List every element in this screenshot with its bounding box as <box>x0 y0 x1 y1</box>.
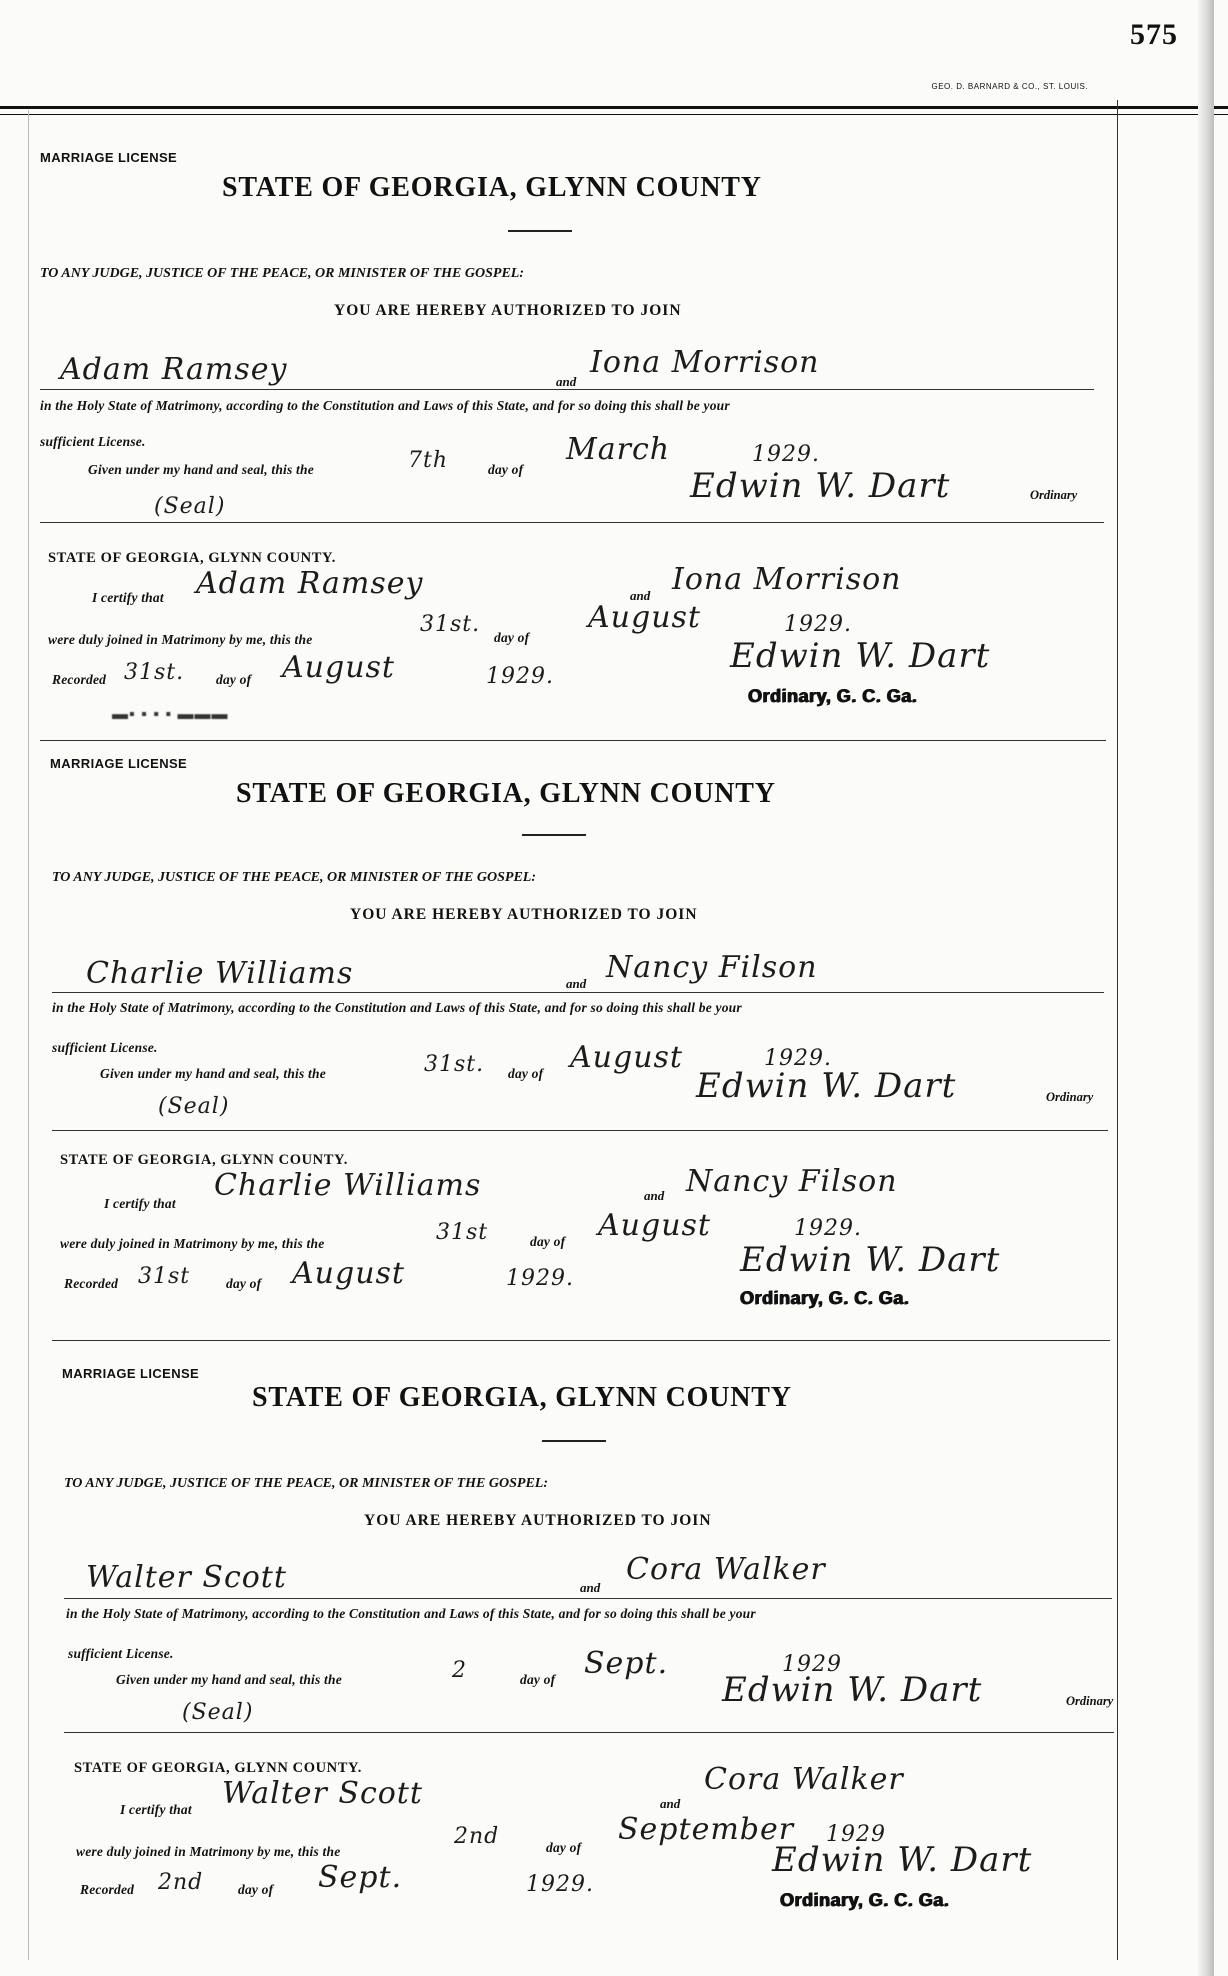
bride-name: Cora Walker <box>626 1552 826 1587</box>
cert-state-text: STATE OF GEORGIA, GLYNN COUNTY. <box>74 1760 362 1776</box>
authorized-to-join-text: YOU ARE HEREBY AUTHORIZED TO JOIN <box>334 302 682 319</box>
day-of-text: day of <box>508 1066 544 1081</box>
ordinary-signature: Edwin W. Dart <box>690 466 951 506</box>
marriage-license-label: MARRIAGE LICENSE <box>50 756 188 771</box>
married-month: August <box>598 1208 711 1243</box>
printer-mark: GEO. D. BARNARD & CO., ST. LOUIS. <box>931 82 1088 91</box>
license-day: 31st. <box>424 1052 485 1077</box>
married-year: 1929 <box>826 1822 886 1847</box>
recorded-day: 31st <box>138 1264 191 1289</box>
given-under-text: Given under my hand and seal, this the <box>100 1066 326 1081</box>
i-certify-text: I certify that <box>104 1196 176 1211</box>
page-number: 575 <box>1130 18 1178 51</box>
given-under-text: Given under my hand and seal, this the <box>88 462 314 477</box>
license-day: 7th <box>408 448 449 473</box>
ordinary-label: Ordinary <box>1030 488 1078 502</box>
holy-state-text: in the Holy State of Matrimony, according to the Constitution and Laws of this State, and for so doing this shall be your <box>66 1606 756 1621</box>
were-duly-joined-text: were duly joined in Matrimony by me, this the <box>48 632 313 647</box>
married-month: September <box>618 1812 795 1847</box>
recorded-year: 1929. <box>526 1872 594 1897</box>
left-margin-line <box>28 110 29 1960</box>
cert-bride-name: Nancy Filson <box>686 1164 898 1199</box>
married-day: 31st. <box>420 612 481 637</box>
cert-bride-name: Cora Walker <box>704 1762 904 1797</box>
ordinary-label: Ordinary <box>1046 1090 1094 1104</box>
married-year: 1929. <box>794 1216 862 1241</box>
day-of-text: day of <box>546 1840 582 1855</box>
recorded-year: 1929. <box>506 1266 574 1291</box>
married-year: 1929. <box>784 612 852 637</box>
recorded-text: Recorded <box>52 672 107 687</box>
holy-state-text: in the Holy State of Matrimony, according to the Constitution and Laws of this State, and for so doing this shall be your <box>52 1000 742 1015</box>
married-day: 31st <box>436 1220 489 1245</box>
to-any-judge-text: TO ANY JUDGE, JUSTICE OF THE PEACE, OR MINISTER OF THE GOSPEL: <box>52 870 536 885</box>
ordinary-signature: Edwin W. Dart <box>696 1066 957 1106</box>
ordinary-stamp: Ordinary, G. C. Ga. <box>748 686 918 706</box>
smudged-stamp: ▬▪ ▪ ▪ ▪ ▬▬▬ <box>112 706 229 723</box>
section-divider <box>52 1340 1110 1341</box>
and-text: and <box>630 588 651 603</box>
cert-state-text: STATE OF GEORGIA, GLYNN COUNTY. <box>60 1152 348 1168</box>
license-box-bottom <box>40 522 1104 523</box>
license-year: 1929 <box>782 1652 842 1677</box>
state-title: STATE OF GEORGIA, GLYNN COUNTY <box>236 778 776 809</box>
recorded-day: 2nd <box>158 1870 204 1895</box>
state-title: STATE OF GEORGIA, GLYNN COUNTY <box>252 1382 792 1413</box>
sufficient-license-text: sufficient License. <box>52 1040 158 1055</box>
title-rule <box>522 834 586 836</box>
seal-mark: (Seal) <box>158 1094 230 1119</box>
marriage-license-label: MARRIAGE LICENSE <box>62 1366 200 1381</box>
recorded-text: Recorded <box>80 1882 135 1897</box>
section-divider <box>40 740 1106 741</box>
marriage-license-label: MARRIAGE LICENSE <box>40 150 178 165</box>
were-duly-joined-text: were duly joined in Matrimony by me, this the <box>76 1844 341 1859</box>
ordinary-signature: Edwin W. Dart <box>722 1670 983 1710</box>
were-duly-joined-text: were duly joined in Matrimony by me, this the <box>60 1236 325 1251</box>
and-text: and <box>644 1188 665 1203</box>
day-of-text: day of <box>216 672 252 687</box>
seal-mark: (Seal) <box>182 1700 254 1725</box>
ordinary-stamp: Ordinary, G. C. Ga. <box>780 1890 950 1910</box>
holy-state-text: in the Holy State of Matrimony, according to the Constitution and Laws of this State, and for so doing this shall be your <box>40 398 730 413</box>
right-margin-line <box>1117 100 1118 1960</box>
groom-name: Walter Scott <box>86 1560 287 1595</box>
i-certify-text: I certify that <box>92 590 164 605</box>
day-of-text: day of <box>238 1882 274 1897</box>
top-rule <box>0 106 1228 109</box>
names-fill-line <box>40 389 1094 390</box>
license-year: 1929. <box>752 442 820 467</box>
day-of-text: day of <box>530 1234 566 1249</box>
recorded-year: 1929. <box>486 664 554 689</box>
groom-name: Charlie Williams <box>86 956 354 991</box>
married-day: 2nd <box>454 1824 500 1849</box>
to-any-judge-text: TO ANY JUDGE, JUSTICE OF THE PEACE, OR MINISTER OF THE GOSPEL: <box>40 266 524 281</box>
recorded-month: Sept. <box>318 1860 403 1895</box>
married-month: August <box>588 600 701 635</box>
groom-name: Adam Ramsey <box>60 352 288 387</box>
given-under-text: Given under my hand and seal, this the <box>116 1672 342 1687</box>
cert-state-text: STATE OF GEORGIA, GLYNN COUNTY. <box>48 550 336 566</box>
license-box-bottom <box>64 1732 1114 1733</box>
title-rule <box>508 230 572 232</box>
and-text: and <box>566 976 587 991</box>
cert-signature: Edwin W. Dart <box>730 636 991 676</box>
bride-name: Iona Morrison <box>590 345 820 380</box>
authorized-to-join-text: YOU ARE HEREBY AUTHORIZED TO JOIN <box>350 906 698 923</box>
names-fill-line <box>52 992 1104 993</box>
day-of-text: day of <box>494 630 530 645</box>
recorded-text: Recorded <box>64 1276 119 1291</box>
cert-groom-name: Adam Ramsey <box>196 566 424 601</box>
and-text: and <box>580 1580 601 1595</box>
ordinary-label: Ordinary <box>1066 1694 1114 1708</box>
recorded-day: 31st. <box>124 660 185 685</box>
license-box-bottom <box>52 1130 1108 1131</box>
license-month: March <box>566 432 671 467</box>
cert-groom-name: Charlie Williams <box>214 1168 482 1203</box>
license-year: 1929. <box>764 1046 832 1071</box>
sufficient-license-text: sufficient License. <box>40 434 146 449</box>
and-text: and <box>556 374 577 389</box>
cert-bride-name: Iona Morrison <box>672 562 902 597</box>
title-rule <box>542 1440 606 1442</box>
page-edge-shadow <box>1198 0 1214 1976</box>
day-of-text: day of <box>226 1276 262 1291</box>
cert-groom-name: Walter Scott <box>222 1776 423 1811</box>
sufficient-license-text: sufficient License. <box>68 1646 174 1661</box>
seal-mark: (Seal) <box>154 494 226 519</box>
i-certify-text: I certify that <box>120 1802 192 1817</box>
license-month: Sept. <box>584 1646 669 1681</box>
top-rule-inner <box>0 114 1228 115</box>
day-of-text: day of <box>488 462 524 477</box>
recorded-month: August <box>282 650 395 685</box>
license-day: 2 <box>452 1658 467 1683</box>
state-title: STATE OF GEORGIA, GLYNN COUNTY <box>222 172 762 203</box>
names-fill-line <box>64 1598 1112 1599</box>
cert-signature: Edwin W. Dart <box>772 1840 1033 1880</box>
day-of-text: day of <box>520 1672 556 1687</box>
recorded-month: August <box>292 1256 405 1291</box>
bride-name: Nancy Filson <box>606 950 818 985</box>
authorized-to-join-text: YOU ARE HEREBY AUTHORIZED TO JOIN <box>364 1512 712 1529</box>
and-text: and <box>660 1796 681 1811</box>
ordinary-stamp: Ordinary, G. C. Ga. <box>740 1288 910 1308</box>
cert-signature: Edwin W. Dart <box>740 1240 1001 1280</box>
license-month: August <box>570 1040 683 1075</box>
to-any-judge-text: TO ANY JUDGE, JUSTICE OF THE PEACE, OR MINISTER OF THE GOSPEL: <box>64 1476 548 1491</box>
